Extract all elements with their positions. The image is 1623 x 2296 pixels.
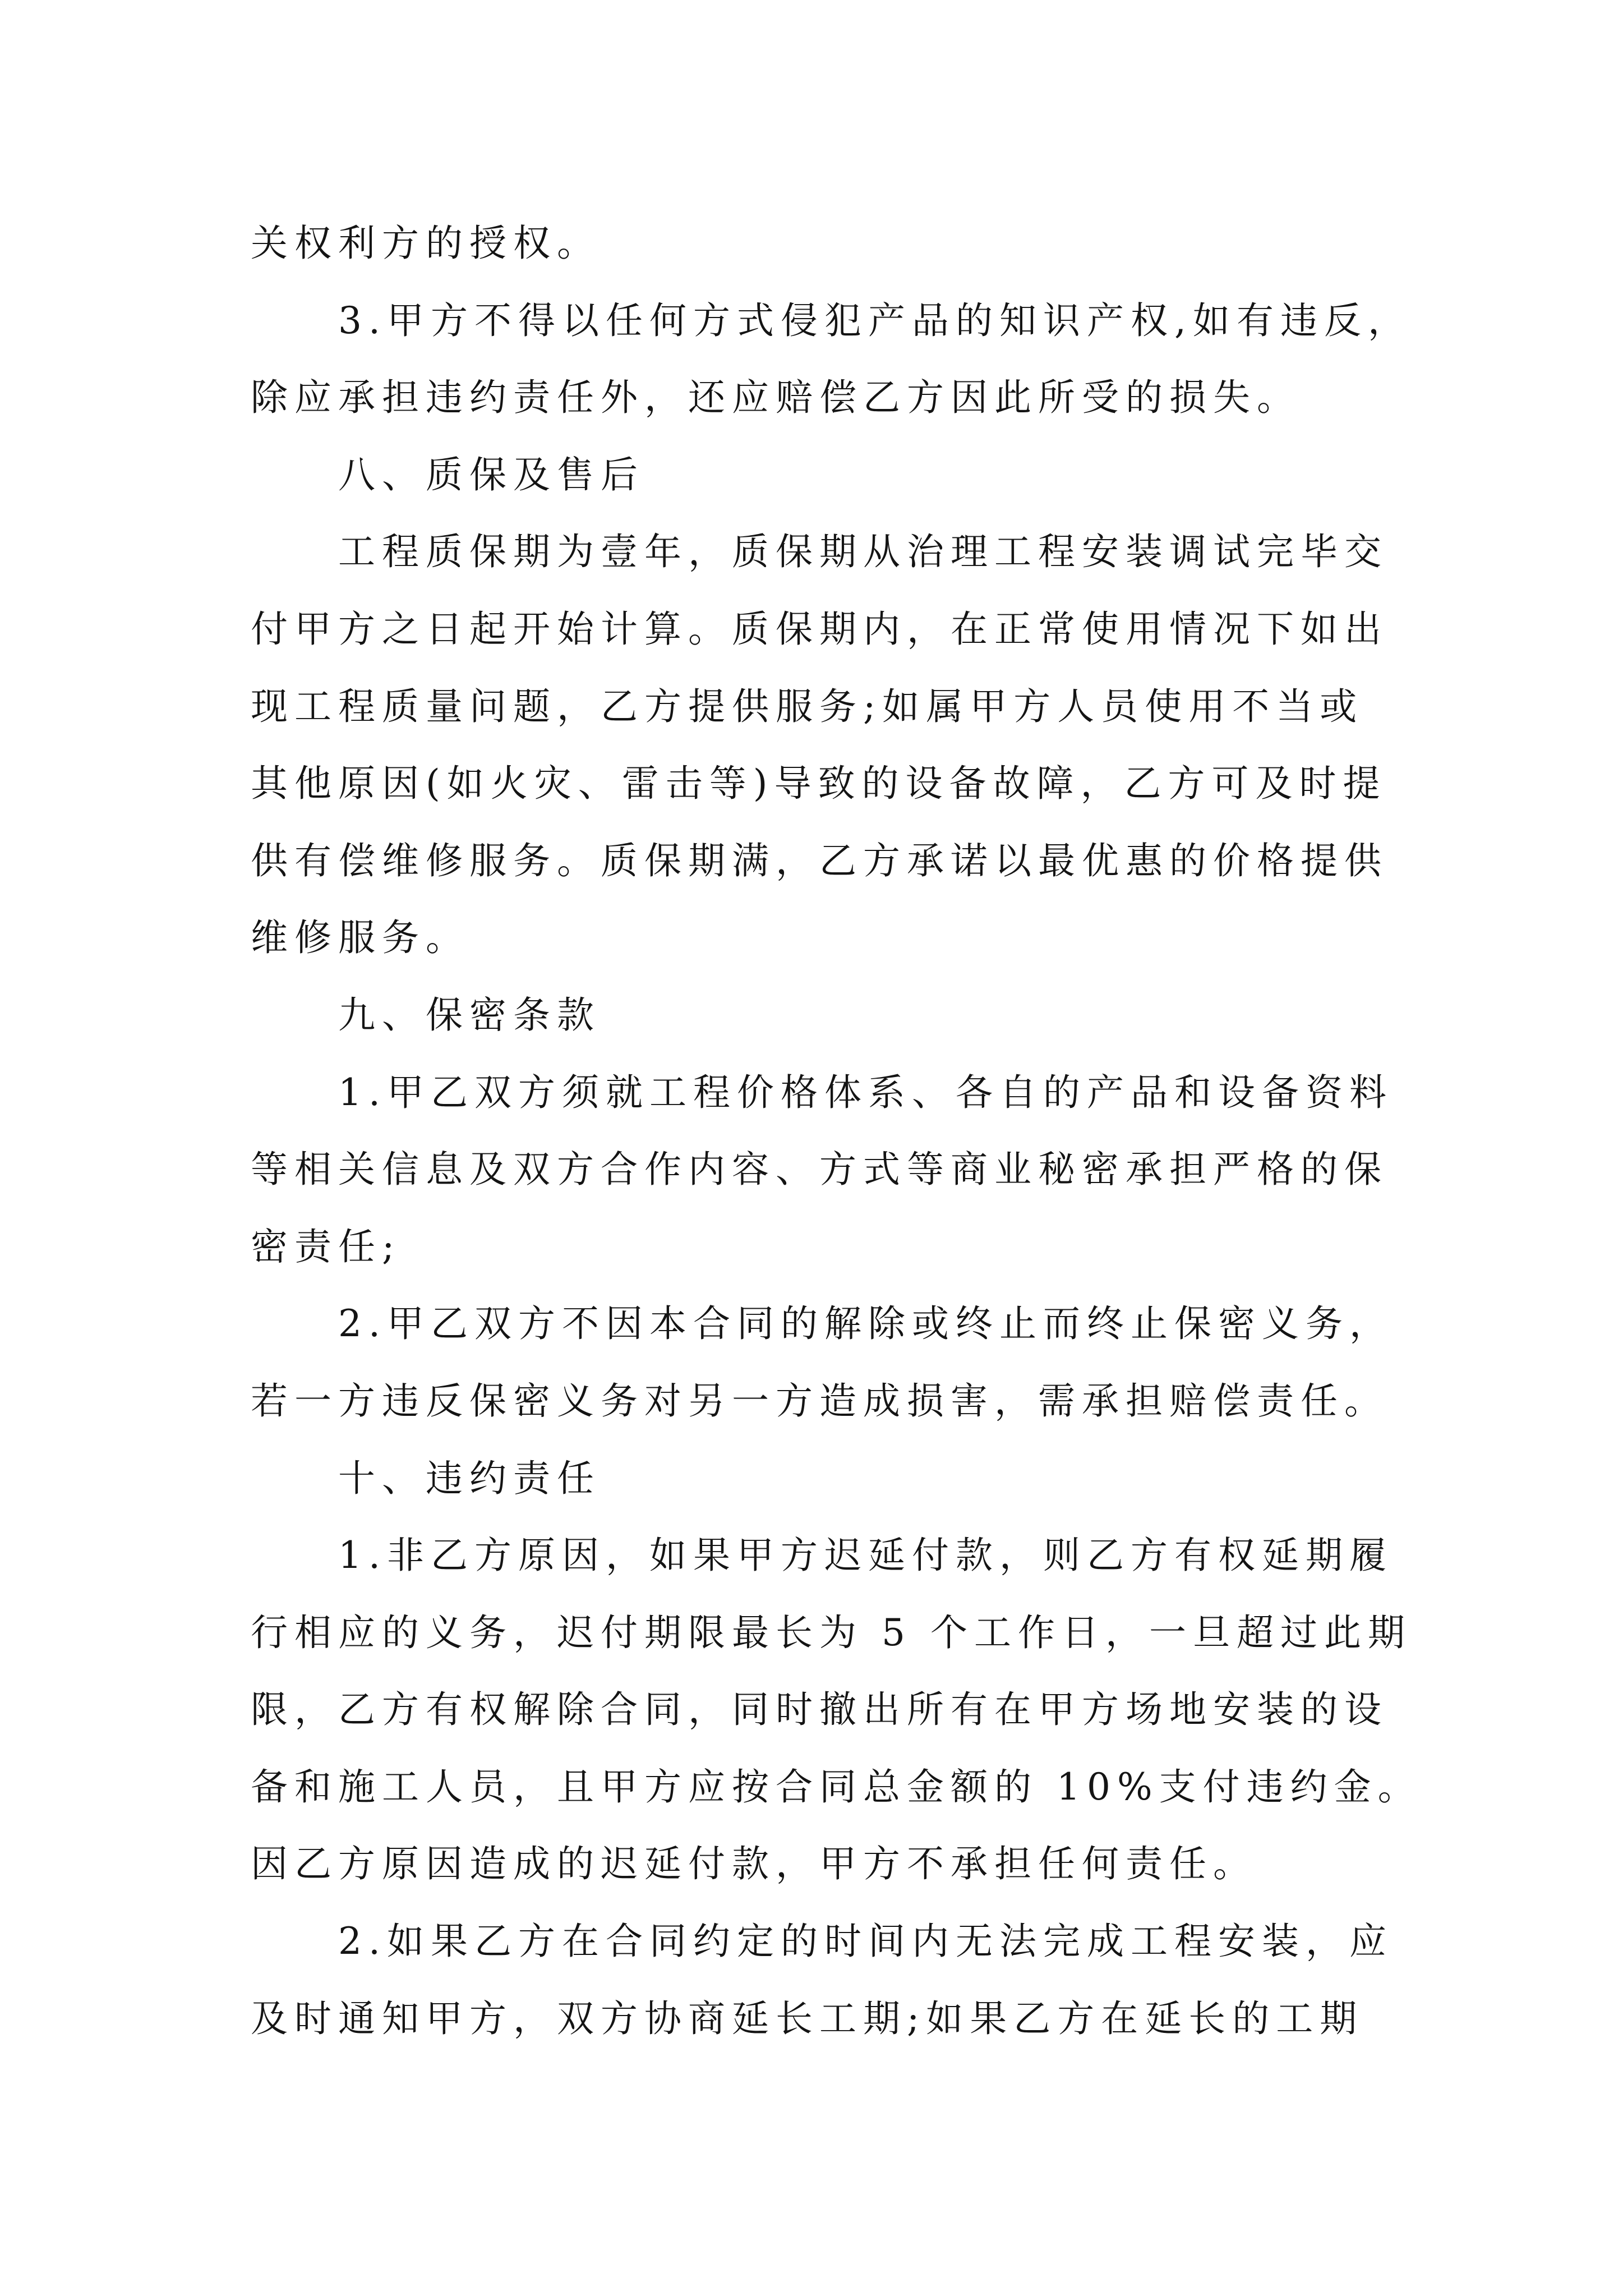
clause-item-2: 2.甲乙双方不因本合同的解除或终止而终止保密义务， bbox=[338, 1302, 1393, 1346]
body-text-line: 关权利方的授权。 bbox=[251, 222, 601, 265]
body-text-line: 密责任; bbox=[251, 1225, 402, 1268]
body-text-line: 付甲方之日起开始计算。质保期内，在正常使用情况下如出 bbox=[251, 607, 1388, 651]
section-heading-warranty: 八、质保及售后 bbox=[338, 453, 644, 496]
body-text-line: 工程质保期为壹年，质保期从治理工程安装调试完毕交 bbox=[338, 530, 1388, 574]
body-text-line: 因乙方原因造成的迟延付款，甲方不承担任何责任。 bbox=[251, 1842, 1257, 1886]
body-text-line: 及时通知甲方，双方协商延长工期;如果乙方在延长的工期 bbox=[251, 1996, 1364, 2040]
body-text-line: 等相关信息及双方合作内容、方式等商业秘密承担严格的保 bbox=[251, 1148, 1388, 1191]
clause-item-3: 3.甲方不得以任何方式侵犯产品的知识产权,如有违反， bbox=[338, 298, 1412, 342]
document-body bbox=[251, 205, 1422, 2057]
section-heading-liability: 十、违约责任 bbox=[338, 1456, 601, 1500]
clause-item-1: 1.甲乙双方须就工程价格体系、各自的产品和设备资料 bbox=[338, 1070, 1393, 1114]
body-text-line: 维修服务。 bbox=[251, 916, 469, 960]
body-text-line: 行相应的义务，迟付期限最长为 5 个工作日，一旦超过此期 bbox=[251, 1611, 1412, 1654]
body-text-line: 其他原因(如火灾、雷击等)导致的设备故障，乙方可及时提 bbox=[251, 762, 1387, 806]
body-text-line: 备和施工人员，且甲方应按合同总金额的 10%支付违约金。 bbox=[251, 1765, 1422, 1809]
clause-item-2: 2.如果乙方在合同约定的时间内无法完成工程安装，应 bbox=[338, 1920, 1393, 1963]
body-text-line: 现工程质量问题，乙方提供服务;如属甲方人员使用不当或 bbox=[251, 684, 1364, 728]
body-text-line: 除应承担违约责任外，还应赔偿乙方因此所受的损失。 bbox=[251, 376, 1301, 420]
clause-item-1: 1.非乙方原因，如果甲方迟延付款，则乙方有权延期履 bbox=[338, 1534, 1393, 1577]
body-text-line: 供有偿维修服务。质保期满，乙方承诺以最优惠的价格提供 bbox=[251, 839, 1388, 882]
section-heading-confidentiality: 九、保密条款 bbox=[338, 993, 601, 1037]
body-text-line: 若一方违反保密义务对另一方造成损害，需承担赔偿责任。 bbox=[251, 1379, 1388, 1423]
body-text-line: 限，乙方有权解除合同，同时撤出所有在甲方场地安装的设 bbox=[251, 1688, 1388, 1732]
